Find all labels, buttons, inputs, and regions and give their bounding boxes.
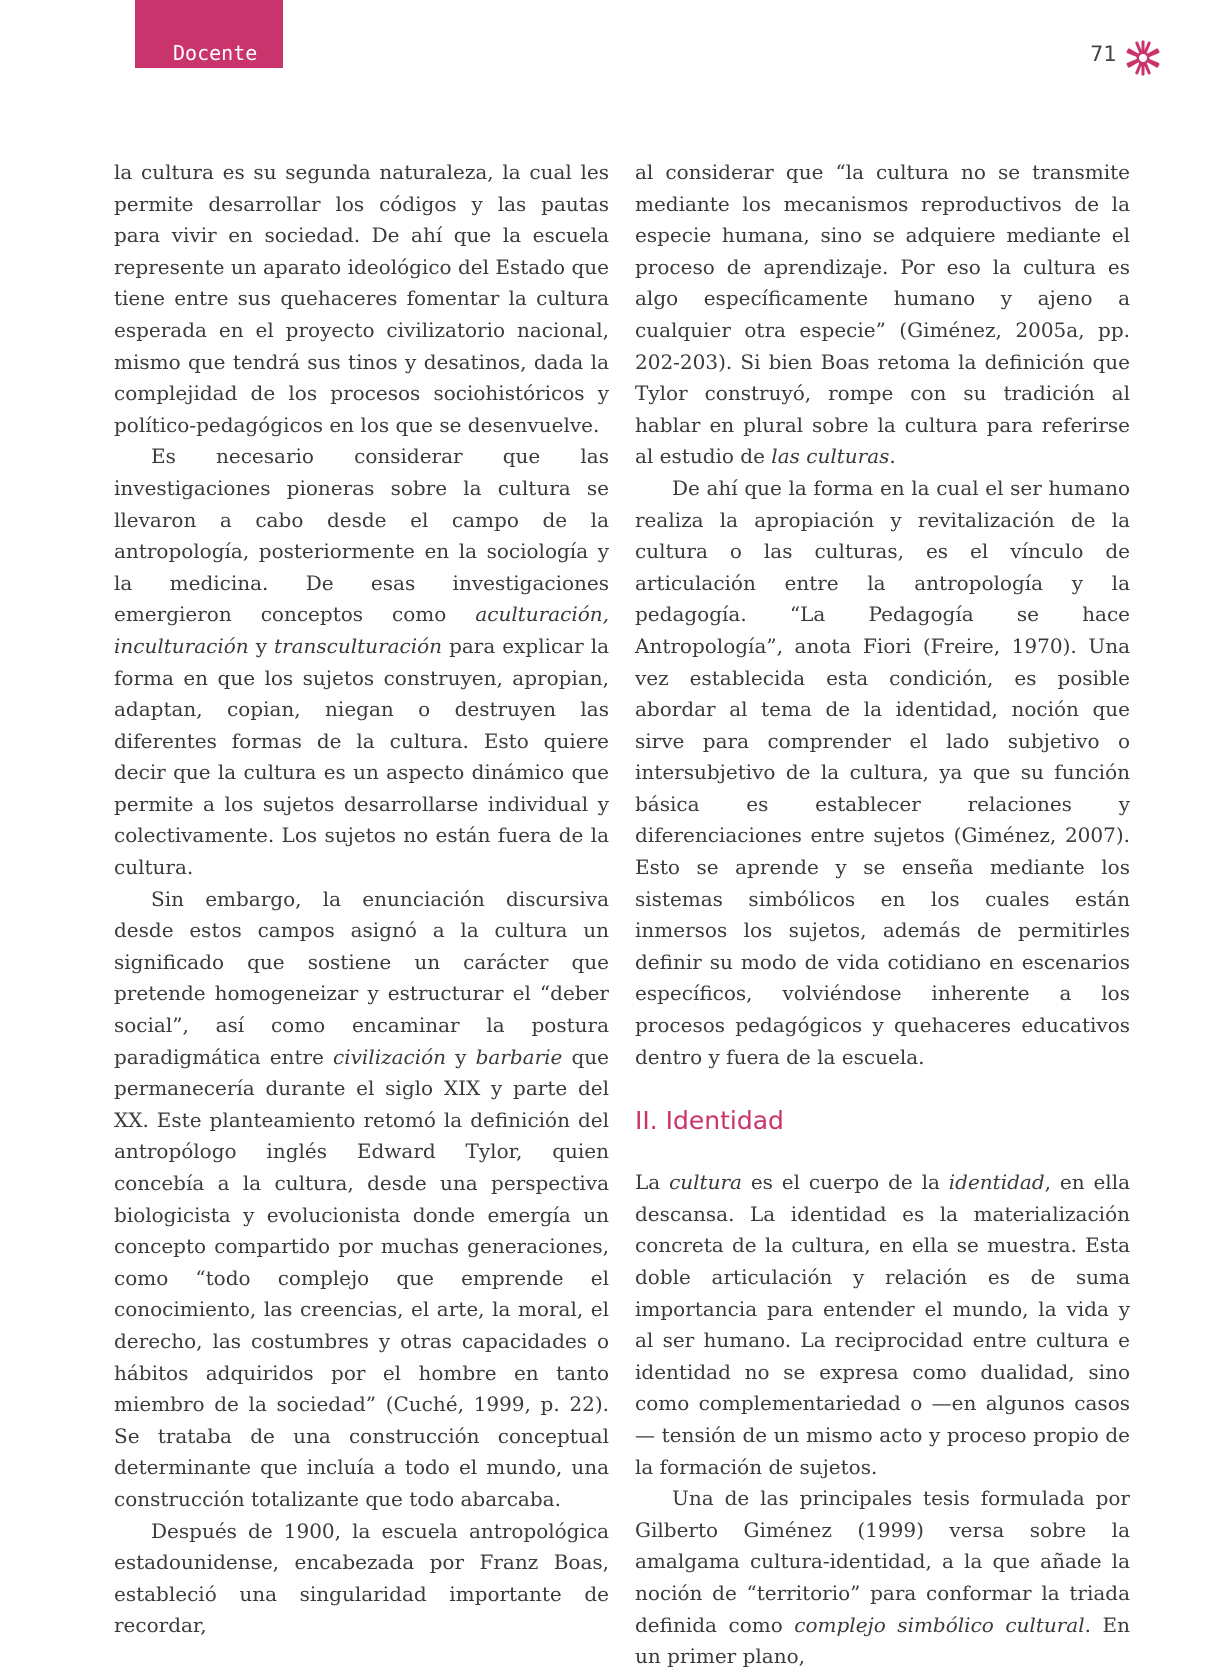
paragraph: De ahí que la forma en la cual el ser humano realiza la apropiación y revitalización de la cultura o las culturas, es el vínculo de articulación entre la antropología y la pedagogía. “La Pedagogía se hace Antropología”, anota Fiori (Freire, 1970). Una vez establecida esta condición, es posible abordar al tema de la identidad, noción que sirve para comprender el lado subjetivo o intersubjetivo de la cultura, ya que su función básica es establecer relaciones y diferenciaciones entre sujetos (Giménez, 2007). Esto se aprende y se enseña mediante los sistemas simbólicos en los cuales están inmersos los sujetos, además de permitirles definir su modo de vida cotidiano en escenarios específicos, volviéndose inherente a los procesos pedagógicos y quehaceres educativos dentro y fuera de la escuela. (635, 475, 1130, 1069)
section-tab (135, 0, 283, 68)
paragraph: la cultura es su segunda naturaleza, la cual les permite desarrollar los códigos y las pautas para vivir en sociedad. De ahí que la escuela represente un aparato ideológico del Estado que tiene entre sus quehaceres fomentar la cultura esperada en el proyecto civilizatorio nacional, mismo que tendrá sus tinos y desatinos, dada la complejidad de los procesos sociohistóricos y político-pedagógicos en los que se desenvuelve. (114, 160, 609, 437)
page-number: 71 (1090, 42, 1117, 66)
paragraph: Una de las principales tesis formulada por Gilberto Giménez (1999) versa sobre la amalgama cultura-identidad, a la que añade la noción de “territorio” para conformar la triada definida como complejo simbólico cultural. En un primer plano, (635, 1486, 1130, 1669)
paragraph: Sin embargo, la enunciación discursiva desde estos campos asignó a la cultura un significado que sostiene un carácter que pretende homogeneizar y estructurar el “deber social”, así como encaminar la postura paradigmática entre civilización y barbarie que permanecería durante el siglo XIX y parte del XX. Este planteamiento retomó la definición del antropólogo inglés Edward Tylor, quien concebía a la cultura, desde una perspectiva biologicista y evolucionista donde emergía un concepto compartido por muchas generaciones, como “todo complejo que emprende el conocimiento, las creencias, el arte, la moral, el derecho, las costumbres y otras capacidades o hábitos adquiridos por el hombre en tanto miembro de la sociedad” (Cuché, 1999, p. 22). Se trataba de una construcción conceptual determinante que incluía a todo el mundo, una construcción totalizante que todo abarcaba. (114, 886, 609, 1511)
paragraph: Después de 1900, la escuela antropológica estadounidense, encabezada por Franz Boas, estableció una singularidad importante de recordar, (114, 1518, 609, 1638)
paragraph: La cultura es el cuerpo de la identidad, en ella descansa. La identidad es la materialización concreta de la cultura, en ella se muestra. Esta doble articulación y relación es de suma importancia para entender el mundo, la vida y al ser humano. La reciprocidad entre cultura e identidad no se expresa como dualidad, sino como complementariedad o —en algunos casos— tensión de un mismo acto y proceso propio de la formación de sujetos. (635, 1170, 1131, 1479)
section-tab-label: Docente (173, 41, 258, 65)
paragraph: Es necesario considerar que las investigaciones pioneras sobre la cultura se llevaron a cabo desde el campo de la antropología, posteriormente en la sociología y la medicina. De esas investigaciones emergieron conceptos como aculturación, inculturación y transculturación para explicar la forma en que los sujetos construyen, apropian, adaptan, copian, niegan o destruyen las diferentes formas de la cultura. Esto quiere decir que la cultura es un aspecto dinámico que permite a los sujetos desarrollarse individual y colectivamente. Los sujetos no están fuera de la cultura. (114, 444, 610, 880)
asterisk-flower-icon (1124, 39, 1162, 77)
right-column (635, 157, 1130, 1673)
section-heading: II. Identidad (635, 1106, 784, 1136)
paragraph: al considerar que “la cultura no se transmite mediante los mecanismos reproductivos de la especie humana, sino se adquiere mediante el proceso de aprendizaje. Por eso la cultura es algo específicamente humano y ajeno a cualquier otra especie” (Giménez, 2005a, pp. 202-203). Si bien Boas retoma la definición que Tylor construyó, rompe con su tradición al hablar en plural sobre la cultura para referirse al estudio de las culturas. (635, 160, 1130, 469)
left-column (114, 157, 609, 1642)
